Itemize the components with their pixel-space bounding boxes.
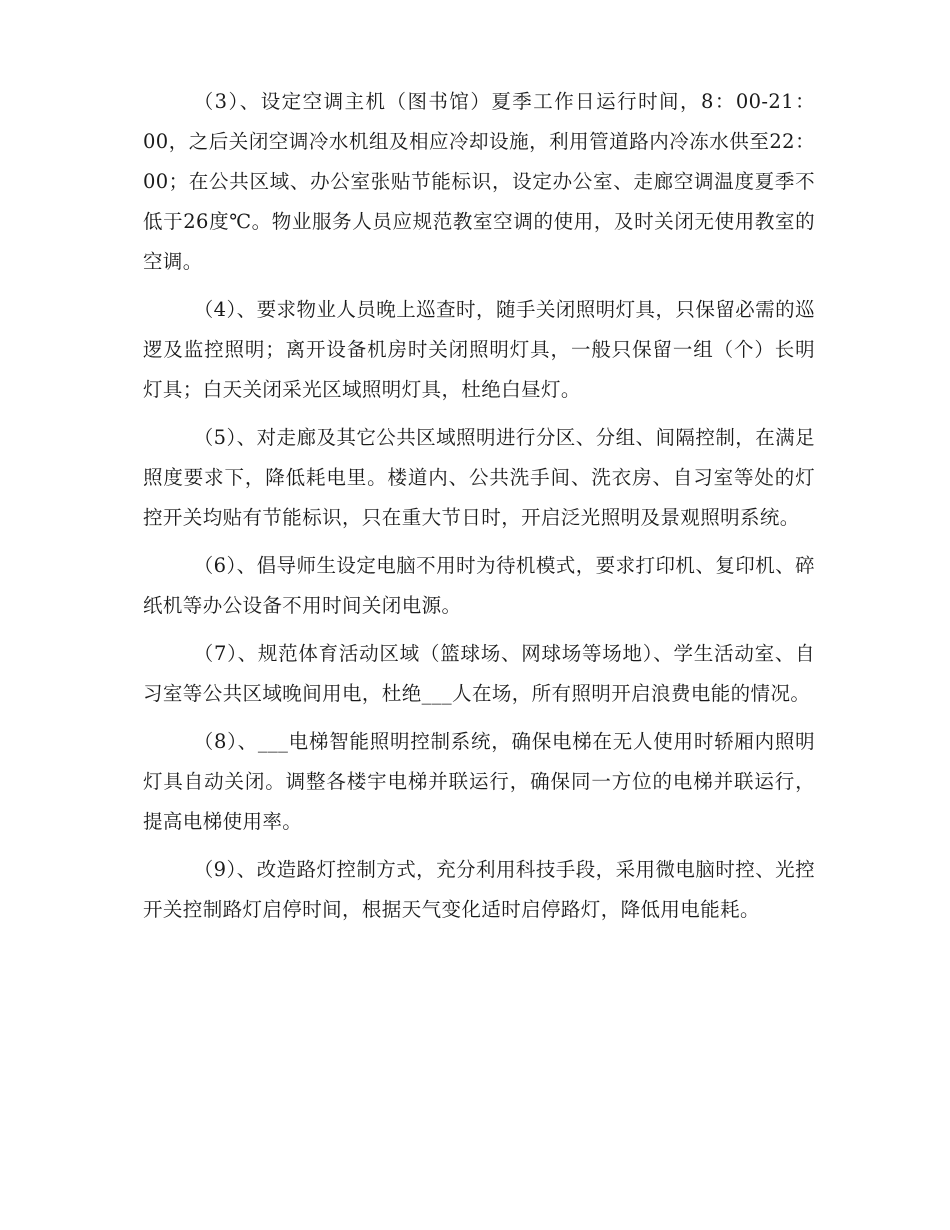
paragraph-9: （9）、改造路灯控制方式，充分利用科技手段，采用微电脑时控、光控开关控制路灯启停时间，根据天气变化适时启停路灯，降低用电能耗。: [143, 858, 815, 921]
paragraph-6: （6）、倡导师生设定电脑不用时为待机模式，要求打印机、复印机、碎纸机等办公设备不用时间关闭电源。: [143, 554, 815, 617]
paragraph-3: （3）、设定空调主机（图书馆）夏季工作日运行时间，8：00-21：00，之后关闭空调冷水机组及相应冷却设施，利用管道路内冷冻水供至22：00；在公共区域、办公室张贴节能标识，设定办公室、走廊空调温度夏季不低于26度℃。物业服务人员应规范教室空调的使用，及时关闭无使用教室的空调。: [143, 90, 815, 273]
paragraph-7: （7）、规范体育活动区域（篮球场、网球场等场地）、学生活动室、自习室等公共区域晚间用电，杜绝___人在场，所有照明开启浪费电能的情况。: [143, 642, 815, 705]
paragraph-8: （8）、___电梯智能照明控制系统，确保电梯在无人使用时轿厢内照明灯具自动关闭。调整各楼宇电梯并联运行，确保同一方位的电梯并联运行，提高电梯使用率。: [143, 730, 815, 833]
paragraph-5: （5）、对走廊及其它公共区域照明进行分区、分组、间隔控制，在满足照度要求下，降低耗电里。楼道内、公共洗手间、洗衣房、自习室等处的灯控开关均贴有节能标识，只在重大节日时，开启泛光照明及景观照明系统。: [143, 426, 815, 529]
paragraph-4: （4）、要求物业人员晚上巡查时，随手关闭照明灯具，只保留必需的巡逻及监控照明；离开设备机房时关闭照明灯具，一般只保留一组（个）长明灯具；白天关闭采光区域照明灯具，杜绝白昼灯。: [143, 298, 815, 401]
document-body: [143, 82, 815, 938]
